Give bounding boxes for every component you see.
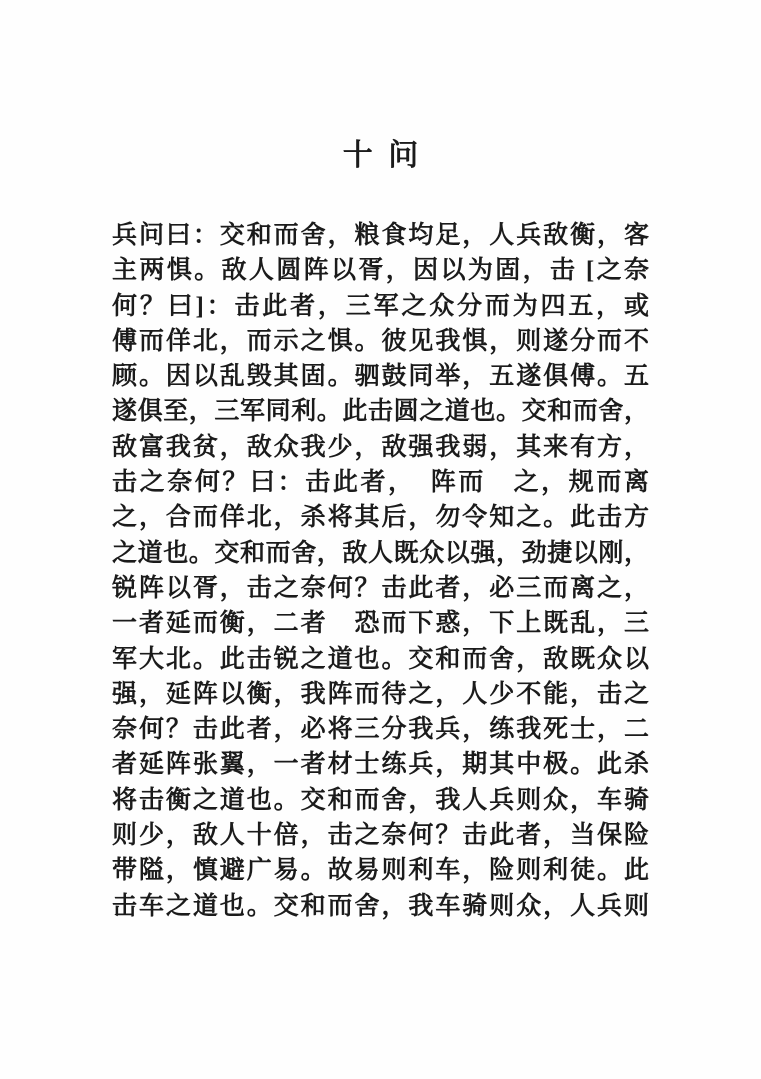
text-line: 兵问曰：交和而舍，粮食均足，人兵敌衡，客	[112, 222, 649, 249]
text-line: 击之奈何？曰：击此者， 阵而 之，规而离	[112, 469, 649, 497]
text-line: 者延阵张翼，一者材士练兵，期其中极。此杀	[112, 751, 649, 779]
text-line: 傅而佯北，而示之惧。彼见我惧，则遂分而不	[112, 327, 649, 355]
text-line: 带隘，慎避广易。故易则利车，险则利徒。此	[112, 857, 649, 885]
text-line: 遂俱至，三军同利。此击圆之道也。交和而舍，	[112, 398, 649, 426]
text-line: 主两惧。敌人圆阵以胥，因以为固，击 [之奈	[112, 257, 649, 285]
text-line: 则少，敌人十倍，击之奈何？击此者，当保险	[112, 822, 649, 850]
text-line: 何？曰]：击此者，三军之众分而为四五，或	[112, 292, 649, 320]
text-line: 击车之道也。交和而舍，我车骑则众，人兵则	[112, 892, 649, 920]
text-line: 将击衡之道也。交和而舍，我人兵则众，车骑	[112, 786, 649, 814]
body-text	[112, 218, 649, 924]
page-title: 十问	[342, 139, 434, 172]
text-line: 敌富我贫，敌众我少，敌强我弱，其来有方，	[112, 433, 649, 461]
text-line: 一者延而衡，二者 恐而下惑，下上既乱，三	[112, 610, 649, 638]
text-line: 奈何？击此者，必将三分我兵，练我死士，二	[112, 716, 649, 744]
text-line: 之，合而佯北，杀将其后，勿令知之。此击方	[112, 504, 649, 532]
text-line: 军大北。此击锐之道也。交和而舍，敌既众以	[112, 645, 649, 673]
text-line: 锐阵以胥，击之奈何？击此者，必三而离之，	[112, 574, 649, 602]
text-line: 顾。因以乱毁其固。驷鼓同举，五遂俱傅。五	[112, 363, 649, 391]
text-line: 之道也。交和而舍，敌人既众以强，劲捷以刚，	[112, 539, 649, 567]
text-line: 强，延阵以衡，我阵而待之，人少不能，击之	[112, 680, 649, 708]
